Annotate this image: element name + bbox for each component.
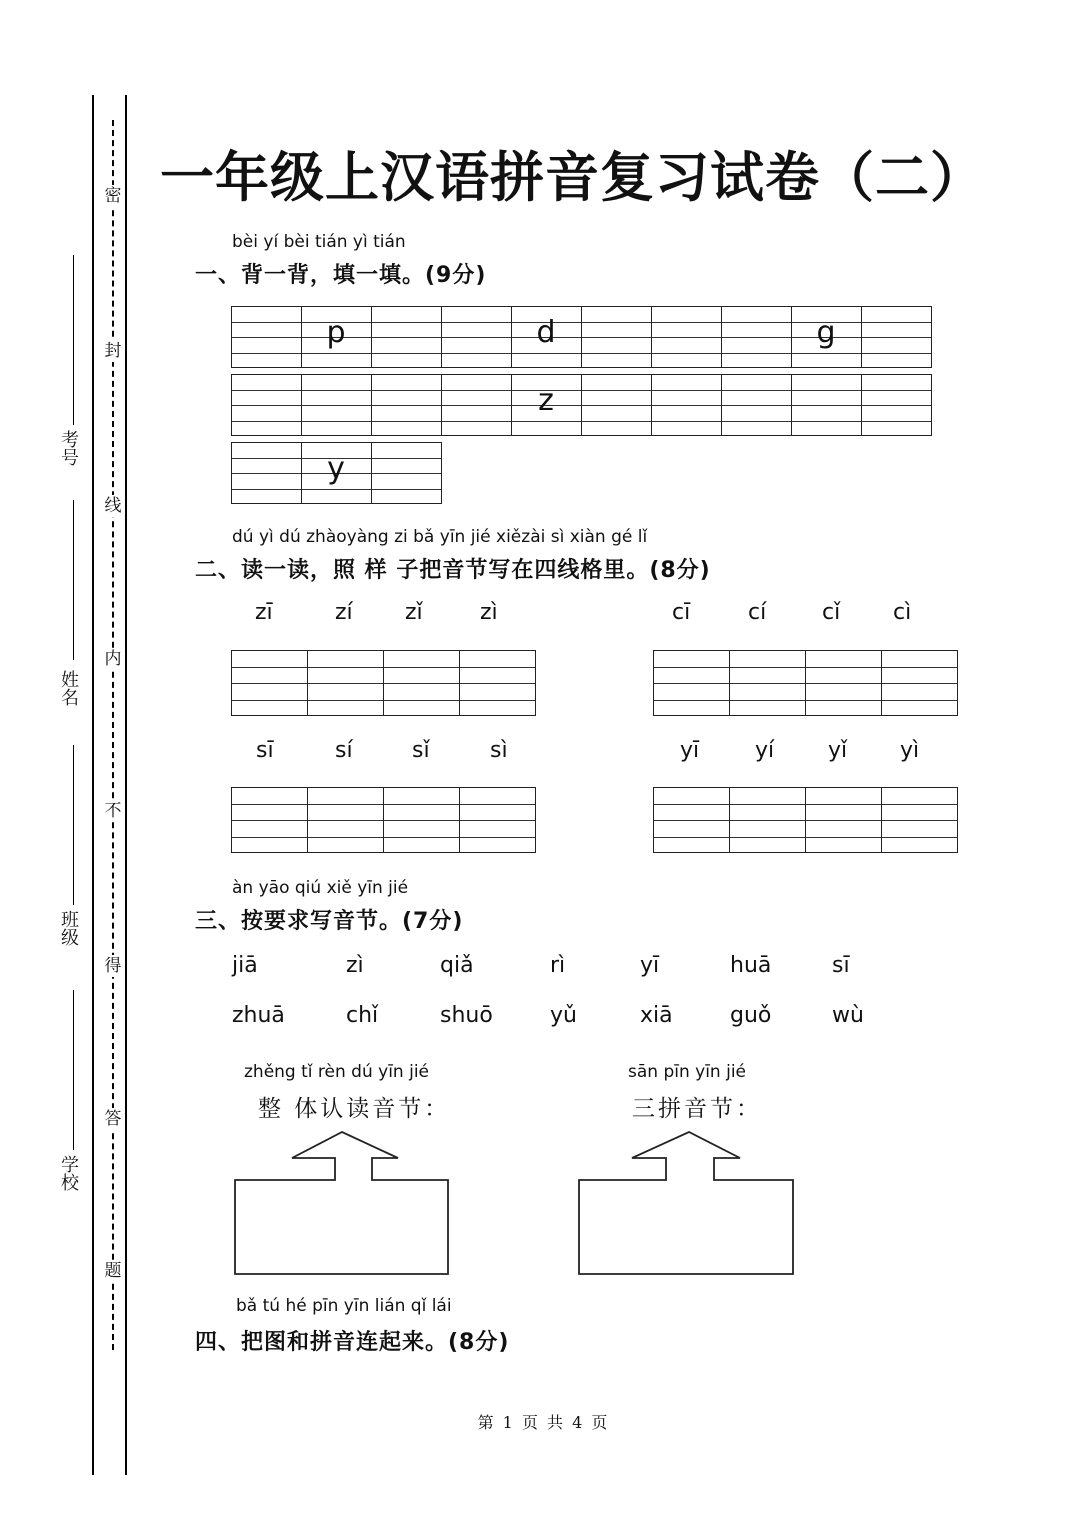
grid-letter: p	[326, 315, 346, 350]
syllable: xiā	[640, 1003, 673, 1028]
syllable: sí	[335, 738, 353, 763]
four-line-cell[interactable]	[231, 650, 308, 716]
syllable: yí	[755, 738, 775, 763]
box1-pinyin: zhěng tǐ rèn dú yīn jié	[244, 1062, 430, 1082]
four-line-cell[interactable]	[231, 787, 308, 853]
four-line-cell[interactable]	[729, 787, 806, 853]
four-line-cell[interactable]	[653, 650, 730, 716]
four-line-cell[interactable]	[651, 374, 722, 436]
four-line-cell[interactable]	[653, 787, 730, 853]
syllable: zhuā	[232, 1003, 285, 1028]
whole-syllable-answer-box[interactable]	[230, 1128, 455, 1278]
section2-heading: 二、读一读，照 样 子把音节写在四线格里。(8分)	[195, 558, 711, 583]
seal-char: 题	[101, 1260, 125, 1282]
syllable: sī	[256, 738, 274, 763]
four-line-cell[interactable]	[231, 374, 302, 436]
seal-char: 线	[101, 495, 125, 517]
grid-letter: g	[816, 315, 836, 350]
syllable: huā	[730, 953, 772, 978]
syllable: qiǎ	[440, 953, 474, 978]
syllable: sǐ	[412, 738, 430, 763]
three-part-syllable-answer-box[interactable]	[574, 1128, 799, 1278]
four-line-cell[interactable]	[721, 374, 792, 436]
four-line-cell[interactable]	[383, 650, 460, 716]
syllable: yī	[680, 738, 700, 763]
syllable: cí	[748, 600, 767, 625]
four-line-cell[interactable]	[805, 787, 882, 853]
four-line-cell[interactable]	[791, 374, 862, 436]
syllable: sī	[832, 953, 850, 978]
section4-pinyin: bǎ tú hé pīn yīn lián qǐ lái	[236, 1296, 452, 1316]
four-line-cell[interactable]	[459, 787, 536, 853]
syllable: yǐ	[828, 738, 848, 763]
section3-heading: 三、按要求写音节。(7分)	[195, 909, 464, 934]
four-line-cell[interactable]	[371, 306, 442, 368]
syllable: chǐ	[346, 1003, 379, 1028]
four-line-cell[interactable]	[459, 650, 536, 716]
four-line-cell[interactable]	[805, 650, 882, 716]
grid-letter: z	[538, 383, 554, 418]
seal-char: 得	[101, 955, 125, 977]
four-line-cell[interactable]	[307, 787, 384, 853]
class-blank[interactable]	[73, 745, 74, 905]
page-number: 第 1 页 共 4 页	[477, 1413, 610, 1432]
syllable: guǒ	[730, 1003, 772, 1028]
four-line-cell[interactable]	[307, 650, 384, 716]
seal-char: 内	[101, 648, 125, 670]
box1-label: 整 体认读音节：	[258, 1096, 451, 1122]
syllable: shuō	[440, 1003, 493, 1028]
grid-letter: d	[536, 315, 556, 350]
left-border-line	[92, 95, 94, 1475]
id-number-blank[interactable]	[73, 255, 74, 425]
school-label: 学校	[58, 1155, 79, 1191]
four-line-cell[interactable]	[301, 374, 372, 436]
four-line-cell[interactable]	[721, 306, 792, 368]
section4-heading: 四、把图和拼音连起来。(8分)	[195, 1330, 510, 1355]
four-line-cell[interactable]	[231, 306, 302, 368]
syllable: zì	[480, 600, 498, 625]
syllable: wù	[832, 1003, 864, 1028]
seal-char: 封	[101, 340, 125, 362]
four-line-cell[interactable]	[383, 787, 460, 853]
box2-pinyin: sān pīn yīn jié	[628, 1062, 747, 1082]
seal-char: 答	[101, 1108, 125, 1130]
grid-letter: y	[327, 451, 345, 486]
syllable: rì	[550, 953, 566, 978]
four-line-cell[interactable]	[729, 650, 806, 716]
id-number-label: 考号	[58, 430, 79, 466]
four-line-cell[interactable]	[881, 650, 958, 716]
four-line-cell[interactable]	[231, 442, 302, 504]
page-title: 一年级上汉语拼音复习试卷（二）	[160, 146, 985, 209]
section1-heading: 一、背一背，填一填。(9分)	[195, 263, 487, 288]
four-line-cell[interactable]	[371, 442, 442, 504]
four-line-cell[interactable]	[651, 306, 722, 368]
four-line-cell[interactable]	[371, 374, 442, 436]
seal-char: 密	[101, 185, 125, 207]
seal-char: 不	[101, 800, 125, 822]
syllable: yì	[900, 738, 920, 763]
syllable: yī	[640, 953, 660, 978]
syllable: sì	[490, 738, 508, 763]
four-line-cell[interactable]	[581, 374, 652, 436]
box2-label: 三拼音节：	[632, 1096, 762, 1122]
syllable: cì	[893, 600, 912, 625]
school-blank[interactable]	[73, 990, 74, 1150]
seal-dashed-line	[112, 120, 114, 1350]
syllable: zì	[346, 953, 364, 978]
section3-pinyin: àn yāo qiú xiě yīn jié	[232, 878, 409, 898]
syllable: yǔ	[550, 1003, 577, 1028]
right-border-line	[125, 95, 127, 1475]
four-line-cell[interactable]	[861, 306, 932, 368]
syllable: zǐ	[405, 600, 423, 625]
section2-pinyin: dú yì dú zhàoyàng zi bǎ yīn jié xiězài sì xiàn gé lǐ	[232, 527, 648, 547]
name-blank[interactable]	[73, 500, 74, 660]
syllable: zí	[335, 600, 353, 625]
four-line-cell[interactable]	[861, 374, 932, 436]
syllable: zī	[255, 600, 273, 625]
section1-pinyin: bèi yí bèi tián yì tián	[232, 232, 406, 252]
syllable: cǐ	[822, 600, 841, 625]
syllable: jiā	[232, 953, 258, 978]
four-line-cell[interactable]	[581, 306, 652, 368]
syllable: cī	[672, 600, 691, 625]
four-line-cell[interactable]	[441, 306, 512, 368]
name-label: 姓名	[58, 670, 79, 706]
class-label: 班级	[58, 910, 79, 946]
four-line-cell[interactable]	[441, 374, 512, 436]
four-line-cell[interactable]	[881, 787, 958, 853]
